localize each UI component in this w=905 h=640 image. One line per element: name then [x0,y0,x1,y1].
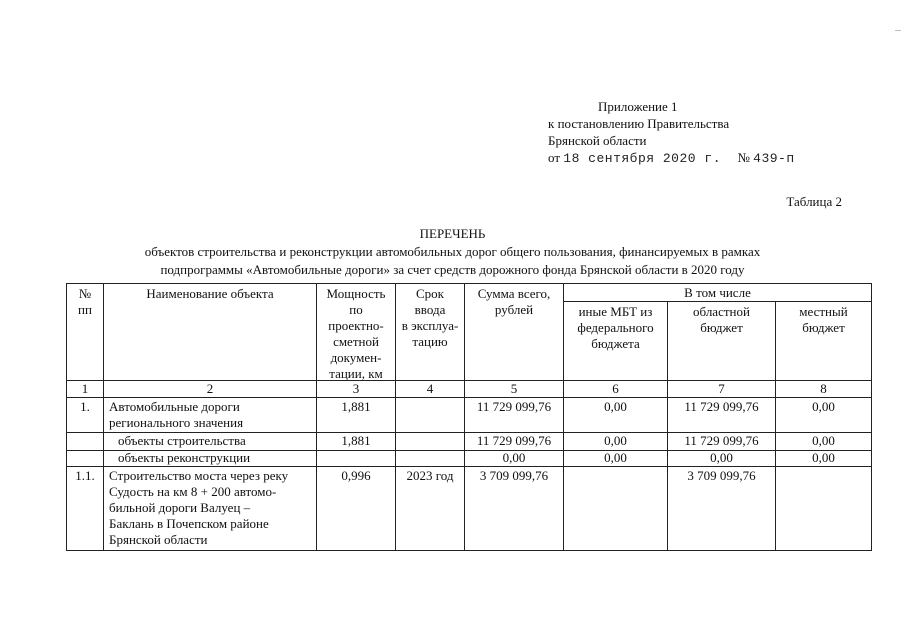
title-line-2: подпрограммы «Автомобильные дороги» за счет средств дорожного фонда Брянской области в 2020 году [160,262,745,277]
row4-total: 3 709 099,76 [479,468,549,483]
row4-term: 2023 год [406,468,454,483]
row3-regional: 0,00 [710,450,733,465]
document-title [0,225,905,279]
row4-capacity: 0,996 [341,468,371,483]
appendix-line-3: Брянской области [548,133,647,148]
col-number-2: 2 [206,381,214,396]
appendix-date-line [548,149,795,167]
date-value: 18 сентября 2020 г. [563,151,721,166]
row4-num: 1.1. [75,468,95,483]
row4-regional: 3 709 099,76 [687,468,756,483]
row2-capacity: 1,881 [341,433,371,448]
row4-name: Строительство моста через реку Судость на км 8 + 200 автомо- бильной дороги Валуец – Баклань в Почепском районе Брянской области [109,468,289,547]
header-capacity: Мощность по проектно- сметной докумен- тации, км [326,286,386,381]
col-number-6: 6 [612,381,619,396]
row1-num: 1. [80,399,90,414]
col-number-5: 5 [510,381,518,396]
col-number-1: 1 [81,381,89,396]
appendix-block [548,98,795,167]
title-line-1: объектов строительства и реконструкции автомобильных дорог общего пользования, финансируемых в рамках [144,244,761,259]
row2-regional: 11 729 099,76 [684,433,759,448]
header-total: Сумма всего, рублей [477,286,551,317]
row1-mbt: 0,00 [604,399,627,414]
number-value: 439-п [753,151,795,166]
header-including: В том числе [684,285,751,300]
number-prefix: № [737,150,750,165]
row3-mbt: 0,00 [604,450,627,465]
header-term: Срок ввода в эксплуа- тацию [401,286,459,349]
row1-local: 0,00 [812,399,835,414]
row3-total: 0,00 [502,450,526,465]
row2-mbt: 0,00 [604,433,627,448]
header-regional: областной бюджет [693,304,750,335]
row1-capacity: 1,881 [341,399,371,414]
row2-local: 0,00 [812,433,835,448]
row1-regional: 11 729 099,76 [684,399,759,414]
row3-name: объекты реконструкции [118,450,251,465]
row3-local: 0,00 [812,450,835,465]
row1-total: 11 729 099,76 [476,399,552,414]
col-number-8: 8 [820,381,827,396]
scan-mark [895,30,901,31]
header-mbt: иные МБТ из федерального бюджета [577,304,654,351]
header-local: местный бюджет [799,304,848,335]
row2-name: объекты строительства [118,433,246,448]
col-number-3: 3 [352,381,360,396]
row2-total: 11 729 099,76 [476,433,552,448]
col-number-7: 7 [718,381,725,396]
appendix-line-2: к постановлению Правительства [548,116,730,131]
objects-table [66,283,872,551]
row1-name: Автомобильные дороги регионального значения [109,399,244,430]
table-label: Таблица 2 [786,194,842,209]
title-heading: ПЕРЕЧЕНЬ [419,226,486,241]
header-name: Наименование объекта [146,286,274,301]
header-num: № пп [78,286,92,317]
appendix-line-1: Приложение 1 [598,99,678,114]
col-number-4: 4 [426,381,434,396]
date-prefix: от [548,150,561,165]
